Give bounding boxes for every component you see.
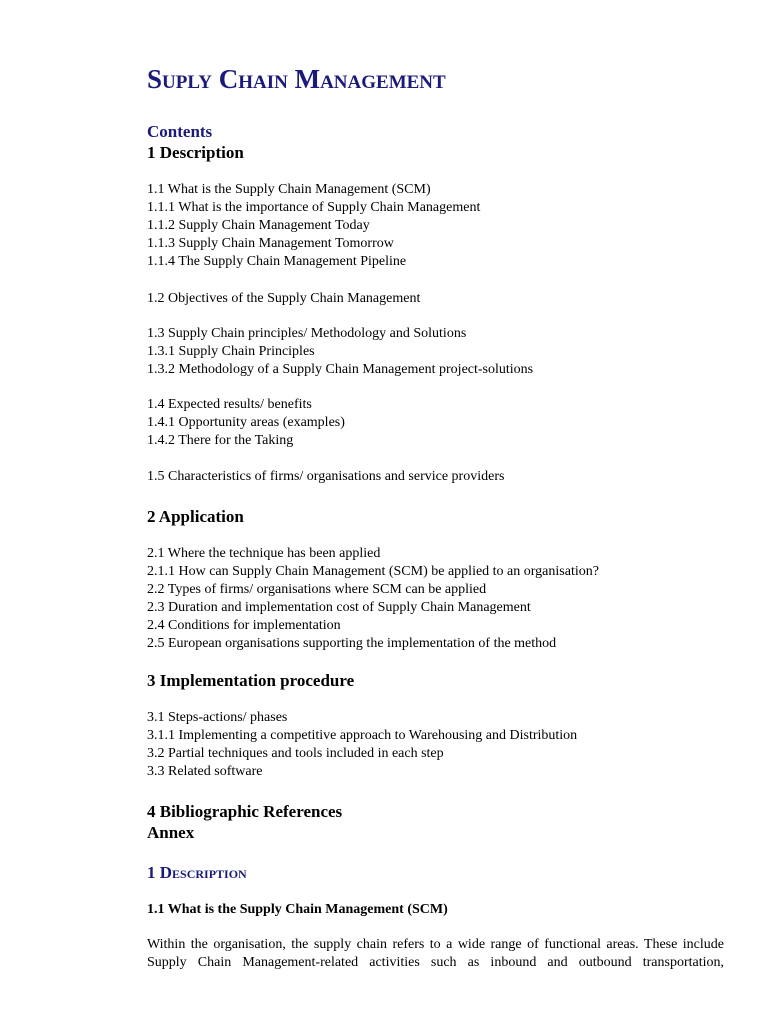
toc-entry: 1.4.1 Opportunity areas (examples) (147, 415, 345, 430)
toc-group-2 (147, 545, 599, 653)
toc-heading-annex: Annex (147, 823, 195, 842)
section-heading-description: 1 Description (147, 863, 247, 882)
toc-entry: 1.1.1 What is the importance of Supply Chain Management (147, 200, 481, 215)
paragraph-line: Supply Chain Management-related activities such as inbound and outbound transportation, (147, 955, 724, 970)
toc-heading-description: 1 Description (147, 143, 244, 162)
toc-heading-bibliographic-references: 4 Bibliographic References (147, 802, 343, 821)
toc-entry: 3.1 Steps-actions/ phases (147, 710, 288, 725)
toc-group-1-5 (147, 468, 504, 486)
document-title: Suply Chain Management (147, 64, 446, 94)
toc-group-1-4 (147, 396, 345, 450)
contents-label: Contents (147, 122, 213, 141)
toc-entry: 3.1.1 Implementing a competitive approach to Warehousing and Distribution (147, 728, 578, 743)
paragraph-line: Within the organisation, the supply chain refers to a wide range of functional areas. These include (147, 937, 724, 952)
toc-entry: 2.2 Types of firms/ organisations where SCM can be applied (147, 582, 487, 597)
toc-group-1-1 (147, 181, 480, 271)
toc-entry: 1.1.2 Supply Chain Management Today (147, 218, 370, 233)
toc-entry: 1.1.3 Supply Chain Management Tomorrow (147, 236, 394, 251)
toc-entry: 2.3 Duration and implementation cost of Supply Chain Management (147, 600, 531, 615)
subsection-heading-1-1: 1.1 What is the Supply Chain Management (SCM) (147, 902, 448, 917)
toc-entry: 3.2 Partial techniques and tools included in each step (147, 746, 444, 761)
toc-entry: 1.4 Expected results/ benefits (147, 397, 312, 412)
toc-entry: 2.5 European organisations supporting the implementation of the method (147, 636, 557, 651)
toc-entry: 1.1 What is the Supply Chain Management (SCM) (147, 182, 431, 197)
toc-group-3 (147, 709, 577, 781)
toc-heading-implementation: 3 Implementation procedure (147, 671, 355, 690)
toc-entry: 3.3 Related software (147, 764, 263, 779)
toc-entry: 2.1 Where the technique has been applied (147, 546, 381, 561)
toc-group-1-3 (147, 325, 533, 379)
toc-entry: 1.1.4 The Supply Chain Management Pipeline (147, 254, 407, 269)
toc-heading-application: 2 Application (147, 507, 244, 526)
toc-entry: 2.4 Conditions for implementation (147, 618, 341, 633)
toc-entry: 1.5 Characteristics of firms/ organisations and service providers (147, 469, 505, 484)
toc-entry: 2.1.1 How can Supply Chain Management (SCM) be applied to an organisation? (147, 564, 599, 579)
toc-entry: 1.3.1 Supply Chain Principles (147, 344, 315, 359)
toc-entry: 1.2 Objectives of the Supply Chain Management (147, 291, 421, 306)
toc-group-1-2 (147, 290, 420, 308)
toc-entry: 1.4.2 There for the Taking (147, 433, 294, 448)
toc-entry: 1.3 Supply Chain principles/ Methodology and Solutions (147, 326, 467, 341)
section-paragraph (147, 936, 724, 972)
toc-entry: 1.3.2 Methodology of a Supply Chain Management project-solutions (147, 362, 534, 377)
